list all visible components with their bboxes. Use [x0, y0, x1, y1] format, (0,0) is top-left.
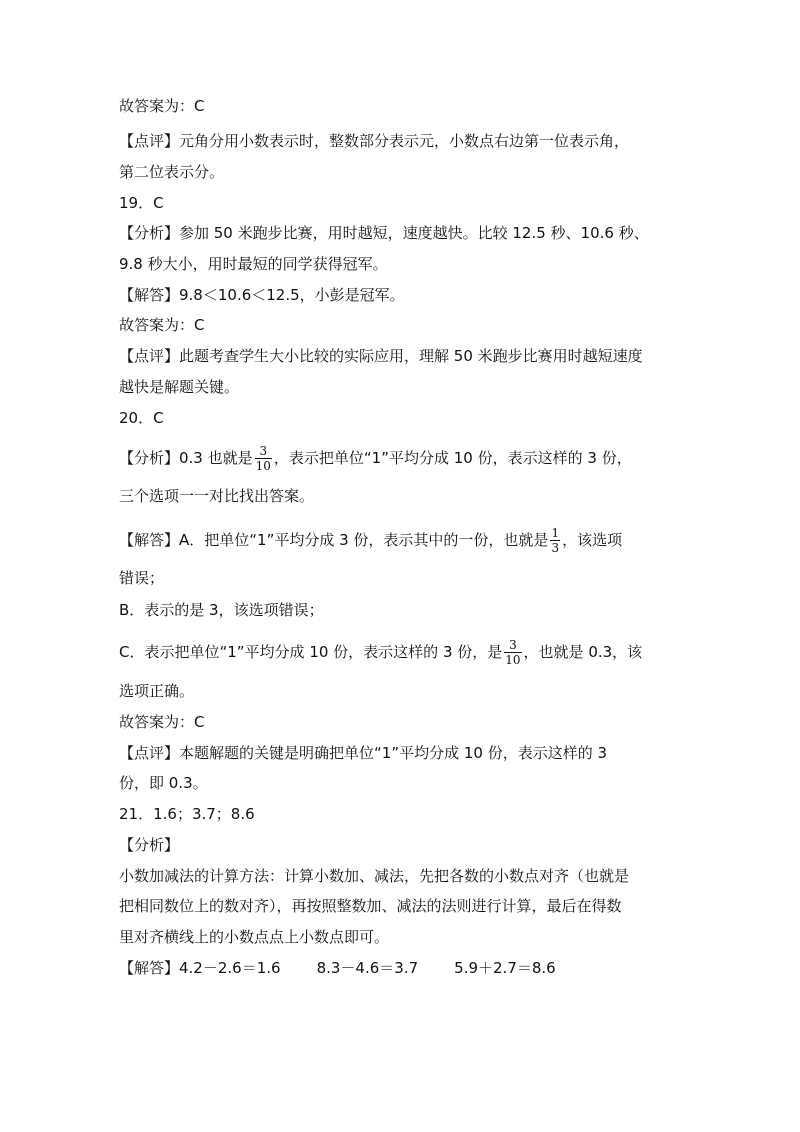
equation: 5.9＋2.7＝8.6 — [454, 959, 556, 977]
fraction-numerator: 3 — [509, 638, 517, 652]
analysis-line-cont: 9.8 秒大小，用时最短的同学获得冠军。 — [119, 255, 388, 273]
comment-line-cont: 第二位表示分。 — [119, 163, 225, 181]
fraction-numerator: 1 — [551, 526, 560, 540]
comment-line-cont: 份，即 0.3。 — [119, 774, 208, 792]
analysis-heading: 【分析】 — [119, 836, 180, 854]
solution-line — [119, 638, 690, 667]
comment-line: 【点评】元角分用小数表示时，整数部分表示元，小数点右边第一位表示角， — [119, 132, 630, 150]
fraction-one-third — [550, 526, 560, 555]
solution-line: B．表示的是 3，该选项错误； — [119, 601, 324, 619]
comment-line-cont: 越快是解题关键。 — [119, 378, 240, 396]
comment-line: 【点评】此题考查学生大小比较的实际应用，理解 50 米跑步比赛用时越短速度 — [119, 347, 643, 365]
fraction-numerator: 3 — [259, 444, 268, 458]
analysis-line-cont: 里对齐横线上的小数点点上小数点即可。 — [119, 928, 390, 946]
solution-line — [119, 526, 690, 555]
answer-line: 故答案为：C — [119, 316, 205, 334]
answer-line: 故答案为：C — [119, 713, 205, 731]
equation: 【解答】4.2－2.6＝1.6 — [119, 959, 281, 977]
solution-text: C．表示把单位“1”平均分成 10 份，表示这样的 3 份，是 — [119, 643, 503, 661]
analysis-line: 小数加减法的计算方法：计算小数加、减法，先把各数的小数点对齐（也就是 — [119, 867, 630, 885]
analysis-text: ，表示把单位“1”平均分成 10 份，表示这样的 3 份， — [273, 449, 632, 467]
question-number: 21．1.6；3.7；8.6 — [119, 805, 255, 823]
comment-line: 【点评】本题解题的关键是明确把单位“1”平均分成 10 份，表示这样的 3 — [119, 744, 608, 762]
solution-line: 【解答】9.8＜10.6＜12.5，小彭是冠军。 — [119, 286, 405, 304]
solution-line-cont: 错误； — [119, 569, 165, 587]
solution-text: ，也就是 0.3，该 — [523, 643, 643, 661]
solution-text: 【解答】A．把单位“1”平均分成 3 份，表示其中的一份，也就是 — [119, 531, 549, 549]
solution-line — [119, 957, 690, 979]
fraction-three-tenths — [504, 638, 521, 667]
question-number: 19．C — [119, 194, 164, 212]
fraction-denominator: 10 — [255, 459, 271, 473]
fraction-three-tenths — [255, 444, 272, 473]
answer-line: 故答案为：C — [119, 97, 205, 115]
question-number: 20．C — [119, 409, 164, 427]
equation: 8.3－4.6＝3.7 — [316, 959, 419, 977]
analysis-line: 【分析】参加 50 米跑步比赛，用时越短，速度越快。比较 12.5 秒、10.6 秒、 — [119, 224, 649, 242]
solution-line-cont: 选项正确。 — [119, 682, 195, 700]
fraction-denominator: 3 — [551, 541, 560, 555]
solution-text: ，该选项 — [562, 531, 623, 549]
analysis-line — [119, 444, 690, 473]
analysis-line-cont: 三个选项一一对比找出答案。 — [119, 487, 315, 505]
fraction-denominator: 10 — [505, 653, 521, 667]
analysis-line-cont: 把相同数位上的数对齐），再按照整数加、减法的法则进行计算，最后在得数 — [119, 897, 622, 915]
analysis-text: 【分析】0.3 也就是 — [119, 449, 253, 467]
